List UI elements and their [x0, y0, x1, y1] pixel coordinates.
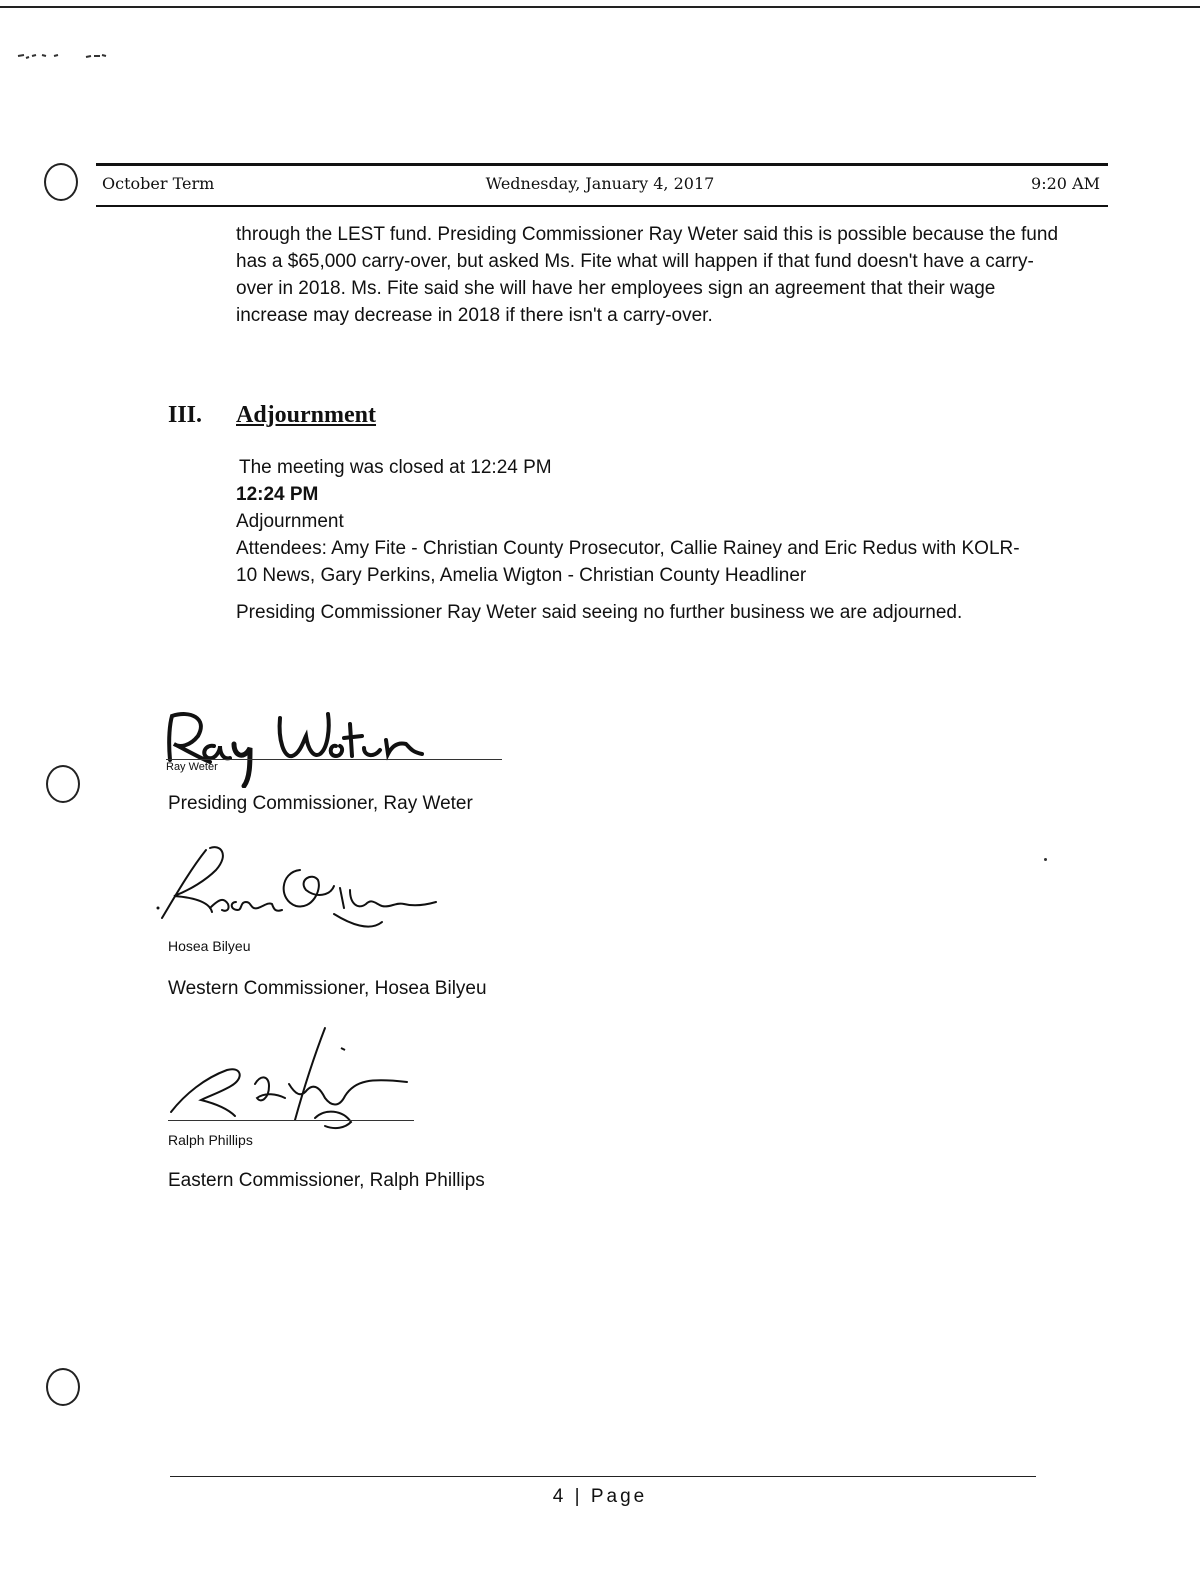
binder-hole-bottom [46, 1368, 80, 1406]
adjournment-time: 12:24 PM [236, 484, 319, 505]
footer-rule [170, 1476, 1036, 1477]
binder-hole-middle [46, 765, 80, 803]
signer-title-ray-weter: Presiding Commissioner, Ray Weter [168, 793, 473, 814]
scan-speckle-marks [16, 50, 116, 64]
signature-ralph-phillips [165, 1024, 425, 1134]
page-number: 4 [552, 1486, 567, 1507]
header-time: 9:20 AM [1031, 174, 1100, 193]
signer-title-hosea-bilyeu: Western Commissioner, Hosea Bilyeu [168, 978, 487, 999]
header-rule-bottom [96, 205, 1108, 207]
signature-ray-weter [160, 688, 460, 788]
section-number: III. [168, 402, 203, 428]
signature-line-3 [168, 1120, 414, 1121]
section-title: Adjournment [236, 402, 377, 428]
signer-title-ralph-phillips: Eastern Commissioner, Ralph Phillips [168, 1170, 485, 1191]
scan-top-border [0, 6, 1200, 8]
attendees-list: Attendees: Amy Fite - Christian County Prosecutor, Callie Rainey and Eric Redus with KOLR-10 News, Gary Perkins, Amelia Wigton - Christian County Headliner [236, 538, 1020, 586]
adjournment-label: Adjournment [236, 511, 344, 532]
meeting-closed-line: The meeting was closed at 12:24 PM [239, 457, 552, 478]
header-date: Wednesday, January 4, 2017 [485, 174, 715, 193]
header-rule-top [96, 163, 1108, 166]
page-label: Page [590, 1486, 648, 1507]
signature-line-1 [166, 759, 502, 760]
closing-statement: Presiding Commissioner Ray Weter said seeing no further business we are adjourned. [236, 602, 963, 623]
signer-name-ralph-phillips: Ralph Phillips [168, 1132, 253, 1148]
header-term: October Term [102, 174, 215, 193]
scan-speck [1044, 858, 1047, 861]
signer-name-ray-weter: Ray Weter [166, 761, 218, 773]
signature-hosea-bilyeu [150, 840, 450, 940]
signer-name-hosea-bilyeu: Hosea Bilyeu [168, 938, 251, 954]
page-footer: 4 | Page [552, 1486, 648, 1507]
intro-paragraph: through the LEST fund. Presiding Commissioner Ray Weter said this is possible because the fund has a $65,000 carry-over, but asked Ms. Fite what will happen if that fund doesn't have a carry-over in 2018. Ms. Fite said she will have her employees sign an agreement that their wage increase may decrease in 2018 if there isn't a carry-over. [236, 224, 1059, 326]
